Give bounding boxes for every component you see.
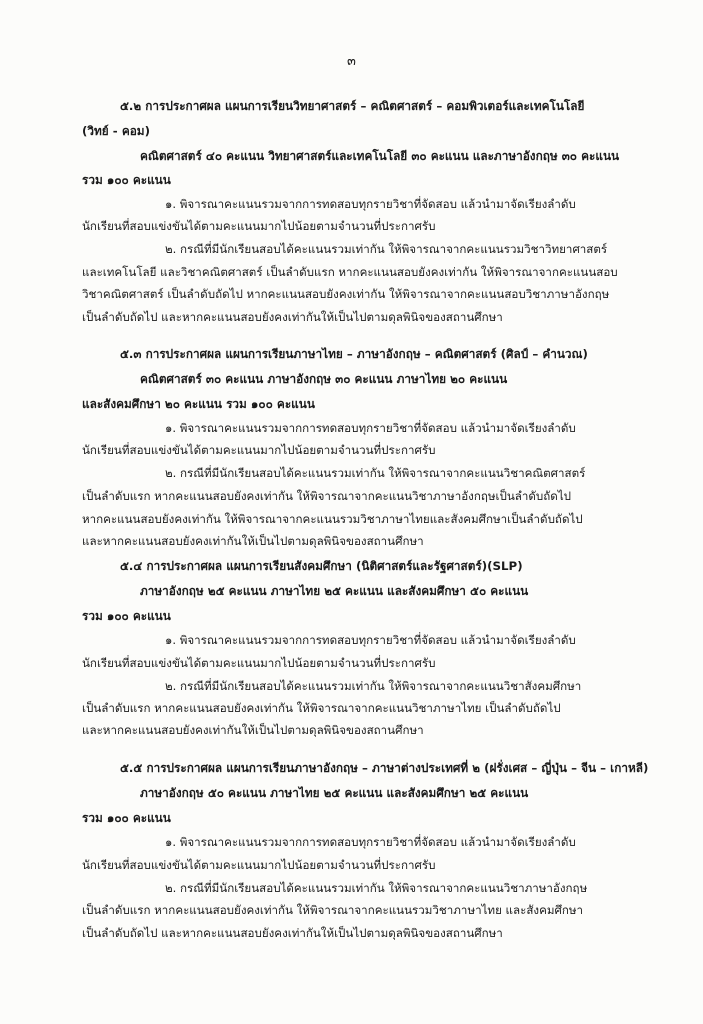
section-5-2-rule-1-cont: นักเรียนที่สอบแข่งขันได้ตามคะแนนมากไปน้อยตามจำนวนที่ประกาศรับ [82,219,436,233]
section-5-4-rule-2-cont: เป็นลำดับแรก หากคะแนนสอบยังคงเท่ากัน ให้พิจารณาจากคะแนนวิชาภาษาไทย เป็นลำดับถัดไป [82,701,561,715]
section-5-4-rule-1: ๑. พิจารณาคะแนนรวมจากการทดสอบทุกรายวิชาที่จัดสอบ แล้วนำมาจัดเรียงลำดับ [165,633,576,647]
section-5-3-rule-1-cont: นักเรียนที่สอบแข่งขันได้ตามคะแนนมากไปน้อยตามจำนวนที่ประกาศรับ [82,443,436,457]
section-5-2-rule-1: ๑. พิจารณาคะแนนรวมจากการทดสอบทุกรายวิชาที่จัดสอบ แล้วนำมาจัดเรียงลำดับ [165,197,576,211]
section-5-2-rule-2-cont: เป็นลำดับถัดไป และหากคะแนนสอบยังคงเท่ากันให้เป็นไปตามดุลพินิจของสถานศึกษา [82,310,503,324]
section-5-2-rule-2-cont: และเทคโนโลยี และวิชาคณิตศาสตร์ เป็นลำดับแรก หากคะแนนสอบยังคงเท่ากัน ให้พิจารณาจากคะแนนสอบ [82,265,618,279]
section-5-2-heading-sub: (วิทย์ - คอม) [82,124,150,138]
section-5-5-rule-2-cont: เป็นลำดับถัดไป และหากคะแนนสอบยังคงเท่ากันให้เป็นไปตามดุลพินิจของสถานศึกษา [82,926,503,940]
section-5-2-scores: คณิตศาสตร์ ๔๐ คะแนน วิทยาศาสตร์และเทคโนโลยี ๓๐ คะแนน และภาษาอังกฤษ ๓๐ คะแนน [140,149,620,163]
section-5-4-total: รวม ๑๐๐ คะแนน [82,609,171,623]
section-5-3-rule-2-cont: และหากคะแนนสอบยังคงเท่ากันให้เป็นไปตามดุลพินิจของสถานศึกษา [82,534,424,548]
section-5-4-rule-1-cont: นักเรียนที่สอบแข่งขันได้ตามคะแนนมากไปน้อยตามจำนวนที่ประกาศรับ [82,656,436,670]
section-5-3-rule-2: ๒. กรณีที่มีนักเรียนสอบได้คะแนนรวมเท่ากัน ให้พิจารณาจากคะแนนวิชาคณิตศาสตร์ [165,466,586,480]
section-5-2-rule-2: ๒. กรณีที่มีนักเรียนสอบได้คะแนนรวมเท่ากัน ให้พิจารณาจากคะแนนรวมวิชาวิทยาศาสตร์ [165,242,608,256]
section-5-5-rule-2-cont: เป็นลำดับแรก หากคะแนนสอบยังคงเท่ากัน ให้พิจารณาจากคะแนนรวมวิชาภาษาไทย และสังคมศึกษา [82,903,584,917]
section-5-3-scores: คณิตศาสตร์ ๓๐ คะแนน ภาษาอังกฤษ ๓๐ คะแนน ภาษาไทย ๒๐ คะแนน [140,372,508,386]
section-5-5-scores: ภาษาอังกฤษ ๕๐ คะแนน ภาษาไทย ๒๕ คะแนน และสังคมศึกษา ๒๕ คะแนน [140,786,529,800]
section-5-4-rule-2-cont: และหากคะแนนสอบยังคงเท่ากันให้เป็นไปตามดุลพินิจของสถานศึกษา [82,723,424,737]
section-5-5-rule-1: ๑. พิจารณาคะแนนรวมจากการทดสอบทุกรายวิชาที่จัดสอบ แล้วนำมาจัดเรียงลำดับ [165,835,576,849]
section-5-3-rule-1: ๑. พิจารณาคะแนนรวมจากการทดสอบทุกรายวิชาที่จัดสอบ แล้วนำมาจัดเรียงลำดับ [165,421,576,435]
section-5-2-rule-2-cont: วิชาคณิตศาสตร์ เป็นลำดับถัดไป หากคะแนนสอบยังคงเท่ากัน ให้พิจารณาจากคะแนนสอบวิชาภาษาอังกฤษ [82,287,610,301]
section-5-5-heading: ๕.๕ การประกาศผล แผนการเรียนภาษาอังกฤษ – ภาษาต่างประเทศที่ ๒ (ฝรั่งเศส – ญี่ปุ่น – จีน – เกาหลี) [120,761,649,775]
section-5-2-total: รวม ๑๐๐ คะแนน [82,173,171,187]
section-5-5-rule-2: ๒. กรณีที่มีนักเรียนสอบได้คะแนนรวมเท่ากัน ให้พิจารณาจากคะแนนวิชาภาษาอังกฤษ [165,881,588,895]
section-5-3-heading: ๕.๓ การประกาศผล แผนการเรียนภาษาไทย – ภาษาอังกฤษ – คณิตศาสตร์ (ศิลป์ – คำนวณ) [120,347,588,361]
section-5-3-rule-2-cont: หากคะแนนสอบยังคงเท่ากัน ให้พิจารณาจากคะแนนรวมวิชาภาษาไทยและสังคมศึกษาเป็นลำดับถัดไป [82,512,583,526]
section-5-4-scores: ภาษาอังกฤษ ๒๕ คะแนน ภาษาไทย ๒๕ คะแนน และสังคมศึกษา ๕๐ คะแนน [140,584,529,598]
section-5-4-rule-2: ๒. กรณีที่มีนักเรียนสอบได้คะแนนรวมเท่ากัน ให้พิจารณาจากคะแนนวิชาสังคมศึกษา [165,679,582,693]
section-5-5-rule-1-cont: นักเรียนที่สอบแข่งขันได้ตามคะแนนมากไปน้อยตามจำนวนที่ประกาศรับ [82,858,436,872]
section-5-4-heading: ๕.๔ การประกาศผล แผนการเรียนสังคมศึกษา (นิติศาสตร์และรัฐศาสตร์)(SLP) [120,559,523,573]
section-5-2-heading: ๕.๒ การประกาศผล แผนการเรียนวิทยาศาสตร์ – คณิตศาสตร์ – คอมพิวเตอร์และเทคโนโลยี [120,99,585,113]
page-number: ๓ [347,54,356,69]
section-5-3-rule-2-cont: เป็นลำดับแรก หากคะแนนสอบยังคงเท่ากัน ให้พิจารณาจากคะแนนวิชาภาษาอังกฤษเป็นลำดับถัดไป [82,489,572,503]
section-5-3-total: และสังคมศึกษา ๒๐ คะแนน รวม ๑๐๐ คะแนน [82,397,315,411]
section-5-5-total: รวม ๑๐๐ คะแนน [82,811,171,825]
